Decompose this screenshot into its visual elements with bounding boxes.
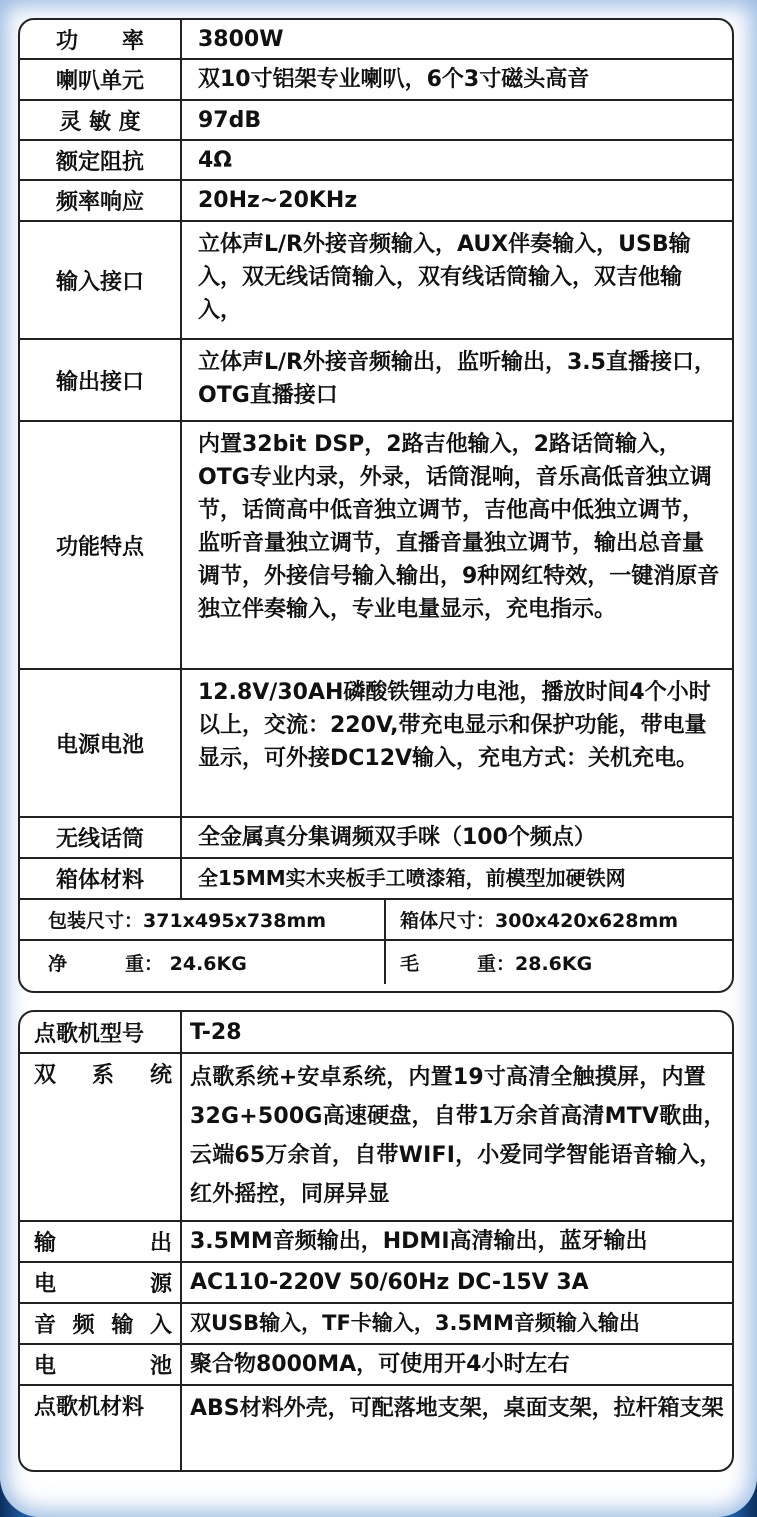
spec-label: 额定阻抗 — [20, 141, 182, 179]
spec-row-input-ports — [20, 222, 732, 340]
gross-weight — [386, 941, 732, 984]
spec-value: 全金属真分集调频双手咪（100个频点） — [198, 825, 596, 850]
spec-value: 12.8V/30AH磷酸铁锂动力电池，播放时间4个小时以上，交流：220V,带充电显示和保护功能，带电量显示，可外接DC12V输入，充电方式：关机充电。 — [198, 680, 711, 771]
spec-value: 内置32bit DSP，2路吉他输入，2路话筒输入，OTG专业内录，外录，话筒混响，音乐高低音独立调节，话筒高中低音独立调节，吉他高中低独立调节，监听音量独立调节，直播音量独立调节，输出总音量调节，外接信号输入输出，9种网红特效，一键消原音独立伴奏输入，专业电量显示，充电指示。 — [198, 432, 720, 622]
spec-row-impedance — [20, 141, 732, 181]
karaoke-row-power — [20, 1263, 732, 1304]
spec-label: 箱体材料 — [20, 859, 182, 898]
karaoke-label — [20, 1263, 182, 1302]
cabinet-size: 箱体尺寸：300x420x628mm — [400, 910, 679, 932]
karaoke-value: 双USB输入，TF卡输入，3.5MM音频输入输出 — [190, 1311, 640, 1335]
label-char: 统 — [149, 1063, 172, 1088]
karaoke-value: T-28 — [190, 1019, 242, 1045]
spec-label: 功能特点 — [20, 422, 182, 668]
karaoke-row-output — [20, 1222, 732, 1263]
label-char: 源 — [149, 1272, 172, 1297]
label-char: 入 — [149, 1313, 172, 1338]
label-char: 系 — [91, 1063, 114, 1088]
label-char: 输 — [111, 1313, 134, 1338]
karaoke-row-material — [20, 1386, 732, 1472]
gross-weight-value: 重：28.6KG — [477, 953, 593, 975]
spec-row-cabinet-material — [20, 859, 732, 900]
karaoke-value: 聚合物8000MA，可使用开4小时左右 — [190, 1352, 570, 1377]
label-char: 频 — [72, 1313, 95, 1338]
spec-label: 输出接口 — [20, 340, 182, 420]
karaoke-label — [20, 1345, 182, 1384]
karaoke-row-system — [20, 1054, 732, 1222]
label-char: 池 — [149, 1354, 172, 1379]
karaoke-value: ABS材料外壳，可配落地支架，桌面支架，拉杆箱支架 — [190, 1396, 724, 1421]
spec-label: 无线话筒 — [20, 818, 182, 857]
label-char: 输 — [34, 1231, 57, 1256]
karaoke-label — [20, 1054, 182, 1220]
spec-value: 4Ω — [198, 147, 233, 173]
spec-row-features — [20, 422, 732, 670]
karaoke-label — [20, 1222, 182, 1261]
spec-row-weights — [20, 941, 732, 984]
karaoke-row-model — [20, 1012, 732, 1054]
spec-label: 喇叭单元 — [20, 60, 182, 99]
net-weight-value: 重： 24.6KG — [125, 953, 247, 975]
spec-value: 立体声L/R外接音频输出，监听输出，3.5直播接口，OTG直播接口 — [198, 350, 716, 408]
karaoke-row-battery — [20, 1345, 732, 1386]
spec-label: 电源电池 — [20, 670, 182, 816]
spec-value: 立体声L/R外接音频输入，AUX伴奏输入，USB输入，双无线话筒输入，双有线话筒输入，双吉他输入， — [198, 232, 691, 323]
spec-label: 功 率 — [20, 20, 182, 58]
net-weight — [20, 941, 386, 984]
spec-row-dimensions — [20, 900, 732, 941]
label-char: 电 — [34, 1354, 57, 1379]
karaoke-value: AC110-220V 50/60Hz DC-15V 3A — [190, 1270, 589, 1295]
spec-row-battery — [20, 670, 732, 818]
label-char: 音 — [34, 1313, 57, 1338]
spec-value: 3800W — [198, 26, 284, 52]
label-char: 电 — [34, 1272, 57, 1297]
label-char: 双 — [34, 1063, 57, 1088]
package-size: 包装尺寸：371x495x738mm — [20, 900, 386, 939]
karaoke-value: 3.5MM音频输出，HDMI高清输出，蓝牙输出 — [190, 1229, 648, 1254]
spec-value: 双10寸铝架专业喇叭，6个3寸磁头高音 — [198, 67, 590, 92]
spec-label: 灵 敏 度 — [20, 101, 182, 139]
label-char: 出 — [149, 1231, 172, 1256]
spec-label: 频率响应 — [20, 181, 182, 220]
spec-value: 20Hz~20KHz — [198, 188, 358, 213]
karaoke-label: 点歌机型号 — [20, 1012, 182, 1052]
spec-row-sensitivity — [20, 101, 732, 141]
karaoke-value: 点歌系统+安卓系统，内置19寸高清全触摸屏，内置32G+500G高速硬盘，自带1万余首高清MTV歌曲，云端65万余首，自带WIFI，小爱同学智能语音输入，红外摇控，同屏异显 — [190, 1065, 726, 1207]
gross-weight-label: 毛 — [400, 953, 420, 975]
karaoke-machine-table — [18, 1010, 734, 1472]
spec-value: 全15MM实木夹板手工喷漆箱，前模型加硬铁网 — [198, 866, 626, 890]
spec-row-output-ports — [20, 340, 732, 422]
spec-row-wireless-mic — [20, 818, 732, 859]
karaoke-label: 点歌机材料 — [20, 1386, 182, 1472]
karaoke-row-audio-input — [20, 1304, 732, 1345]
spec-row-power — [20, 20, 732, 60]
net-weight-label: 净 — [48, 953, 68, 975]
spec-row-frequency-response — [20, 181, 732, 222]
speaker-spec-table — [18, 18, 734, 993]
spec-label: 输入接口 — [20, 222, 182, 338]
karaoke-label — [20, 1304, 182, 1343]
spec-row-speaker-units — [20, 60, 732, 101]
spec-value: 97dB — [198, 107, 262, 133]
